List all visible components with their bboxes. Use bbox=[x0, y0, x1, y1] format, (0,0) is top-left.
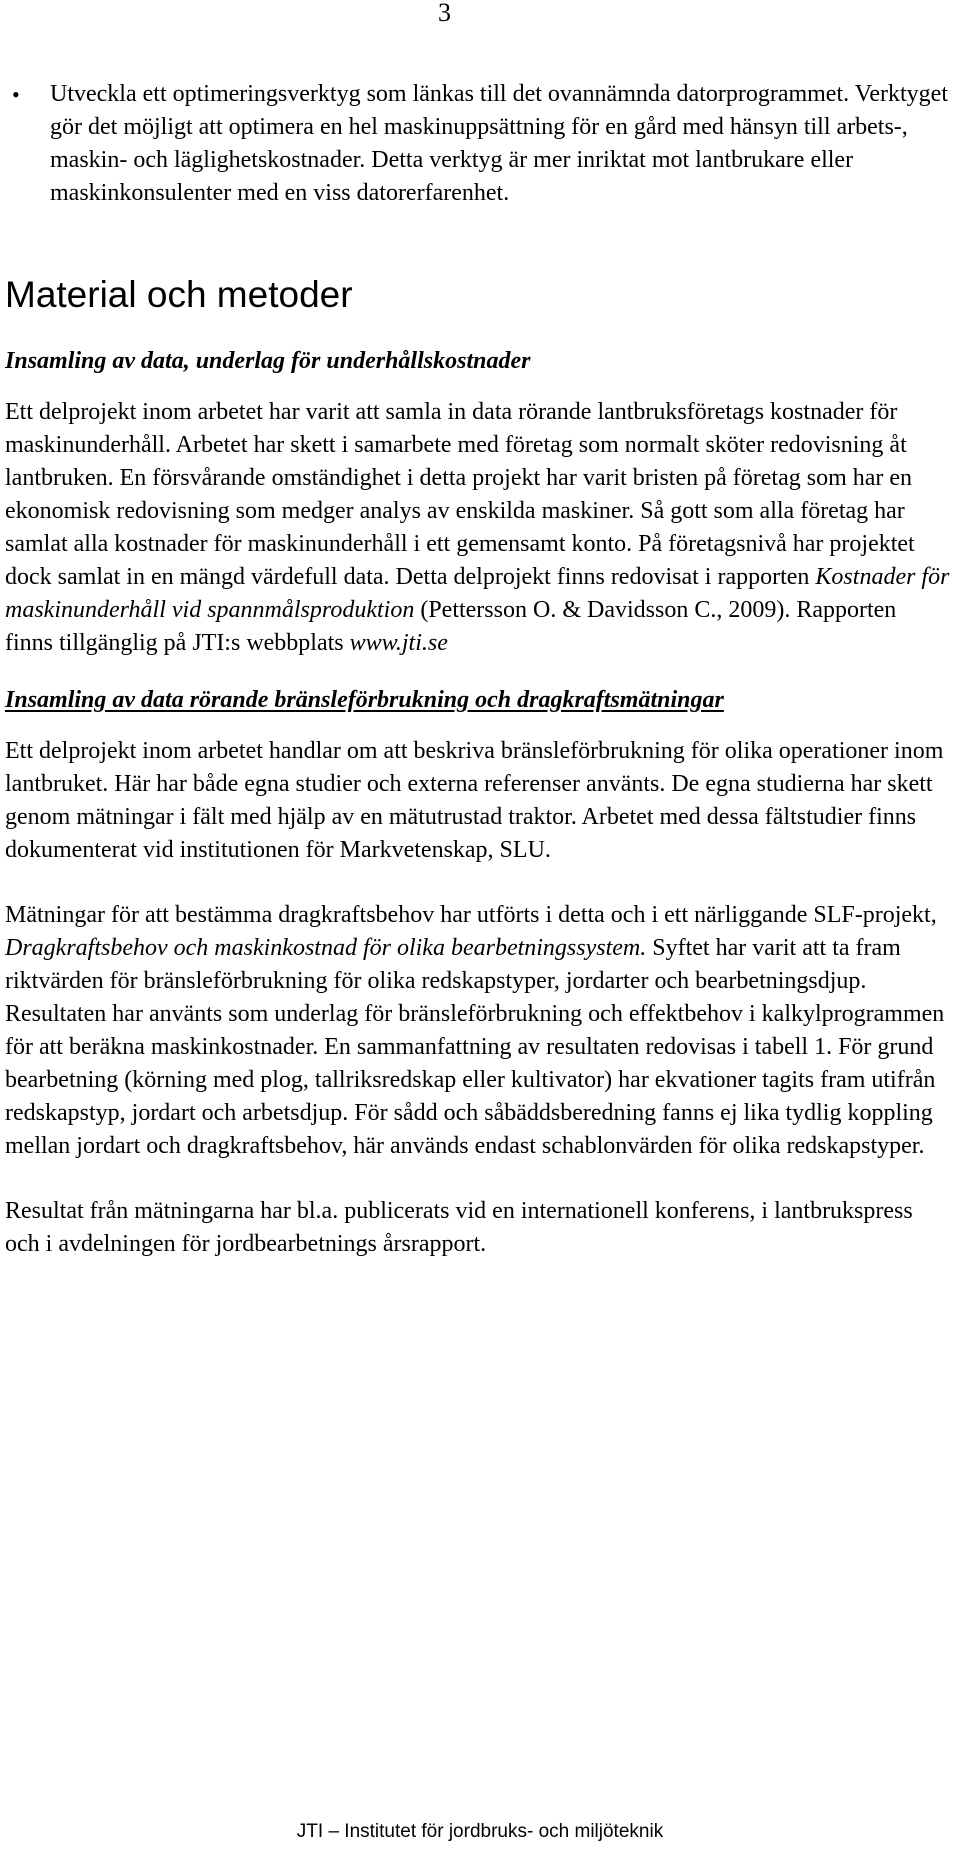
subsection-heading-maintenance: Insamling av data, underlag för underhållskostnader bbox=[5, 348, 531, 374]
page-content bbox=[5, 78, 950, 1261]
paragraph-text: Ett delprojekt inom arbetet har varit att samla in data rörande lantbruksföretags kostnader för maskinunderhåll. Arbetet har skett i samarbete med företag som normalt sköter redovisning åt lantbruken. En försvårande omständighet i detta projekt har varit bristen på företag som har en ekonomisk redovisning som medger analys av enskilda maskiner. Så gott som alla företag har samlat alla kostnader för maskinunderhåll i ett gemensamt konto. På företagsnivå har projektet dock samlat in en mängd värdefull data. Detta delprojekt finns redovisat i rapporten bbox=[5, 399, 915, 590]
paragraph-results: Resultat från mätningarna har bl.a. publicerats vid en internationell konferens, i lantbrukspress och i avdelningen för jordbearbetnings årsrapport. bbox=[5, 1198, 913, 1257]
paragraph-maintenance bbox=[5, 396, 950, 660]
paragraph-text: Mätningar för att bestämma dragkraftsbehov har utförts i detta och i ett närliggande SLF-projekt, bbox=[5, 902, 937, 928]
page-footer: JTI – Institutet för jordbruks- och miljöteknik bbox=[296, 1821, 664, 1842]
paragraph-draft-measurements bbox=[5, 899, 950, 1163]
paragraph-text: (Pettersson O. & Davidsson C., 2009). Rapporten finns tillgänglig på JTI:s webbplats bbox=[5, 597, 897, 656]
paragraph-fuel-intro: Ett delprojekt inom arbetet handlar om att beskriva bränsleförbrukning för olika operationer inom lantbruket. Här har både egna studier och externa referenser använts. De egna studierna har skett genom mätningar i fält med hjälp av en mätutrustad traktor. Arbetet med dessa fältstudier finns dokumenterat vid institutionen för Markvetenskap, SLU. bbox=[5, 738, 944, 863]
subsection-heading-fuel: Insamling av data rörande bränsleförbrukning och dragkraftsmätningar bbox=[5, 687, 724, 713]
bullet-list-item bbox=[5, 78, 950, 210]
page-number: 3 bbox=[438, 0, 451, 27]
report-title: Kostnader för maskinunderhåll vid spannmålsproduktion bbox=[5, 564, 950, 623]
section-heading: Material och metoder bbox=[5, 274, 353, 315]
project-title: Dragkraftsbehov och maskinkostnad för olika bearbetningssystem. bbox=[5, 935, 647, 961]
bullet-icon: • bbox=[12, 82, 20, 107]
website-link[interactable]: www.jti.se bbox=[349, 630, 448, 656]
bullet-text: Utveckla ett optimeringsverktyg som länkas till det ovannämnda datorprogrammet. Verktyget gör det möjligt att optimera en hel maskinuppsättning för en gård med hänsyn till arbets-, maskin- och läglighetskostnader. Detta verktyg är mer inriktat mot lantbrukare eller maskinkonsulenter med en viss datorerfarenhet. bbox=[50, 81, 948, 206]
paragraph-text: Syftet har varit att ta fram riktvärden för bränsleförbrukning för olika redskapstyper, jordarter och bearbetningsdjup. Resultaten har använts som underlag för bränsleförbrukning och effektbehov i kalkylprogrammen för att beräkna maskinkostnader. En sammanfattning av resultaten redovisas i tabell 1. För grund bearbetning (körning med plog, tallriksredskap eller kultivator) har ekvationer tagits fram utifrån redskapstyp, jordart och arbetsdjup. För sådd och såbäddsberedning fanns ej lika tydlig koppling mellan jordart och dragkraftsbehov, här används endast schablonvärden för olika redskapstyper. bbox=[5, 935, 945, 1159]
